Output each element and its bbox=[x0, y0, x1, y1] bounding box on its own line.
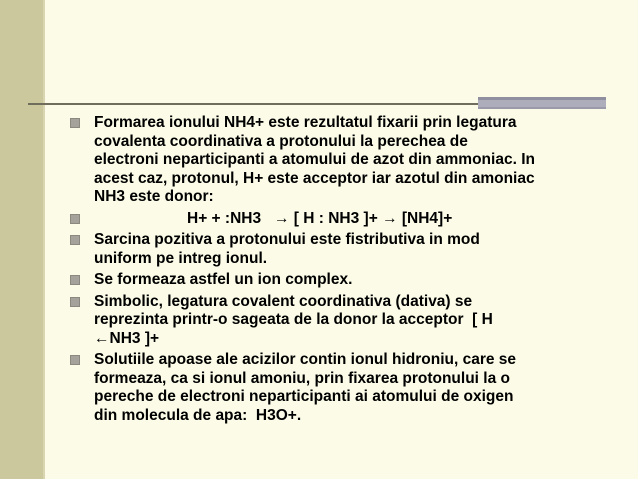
bullet-item bbox=[70, 231, 610, 268]
slide-left-band bbox=[0, 0, 43, 479]
reaction-equation: H+ + :NH3 → [ H : NH3 ]+ → [NH4]+ bbox=[187, 209, 453, 227]
bullet-item bbox=[70, 271, 610, 290]
bullet-item bbox=[70, 293, 610, 349]
slide-left-band-edge bbox=[43, 0, 45, 479]
title-accent-bar bbox=[478, 97, 606, 109]
bullet-text: Sarcina pozitiva a protonului este fistributiva in mod uniform pe intreg ionul. bbox=[94, 231, 480, 267]
square-bullet-icon bbox=[70, 355, 80, 365]
bullet-item bbox=[70, 351, 610, 425]
square-bullet-icon bbox=[70, 275, 80, 285]
bullet-text: Solutiile apoase ale acizilor contin ionul hidroniu, care se formeaza, ca si ionul amoniu, prin fixarea protonului la o pereche de electroni neparticipanti ai atomului de oxigen din molecula de apa: H3O+. bbox=[94, 351, 517, 424]
bullet-text: Se formeaza astfel un ion complex. bbox=[94, 271, 353, 288]
square-bullet-icon bbox=[70, 118, 80, 128]
bullet-item bbox=[70, 114, 610, 207]
bullet-item bbox=[70, 210, 610, 229]
square-bullet-icon bbox=[70, 235, 80, 245]
bullet-text: Simbolic, legatura covalent coordinativa (dativa) se reprezinta printr-o sageata de la donor la acceptor [ H ←NH3 ]+ bbox=[94, 292, 493, 347]
bullet-text: Formarea ionului NH4+ este rezultatul fixarii prin legatura covalenta coordinativa a protonului la perechea de electroni neparticipanti a atomului de azot din ammoniac. In acest caz, protonul, H+ este acceptor iar azotul din amoniac NH3 este donor: bbox=[94, 114, 535, 205]
square-bullet-icon bbox=[70, 297, 80, 307]
square-bullet-icon bbox=[70, 214, 80, 224]
slide-content bbox=[70, 114, 610, 428]
